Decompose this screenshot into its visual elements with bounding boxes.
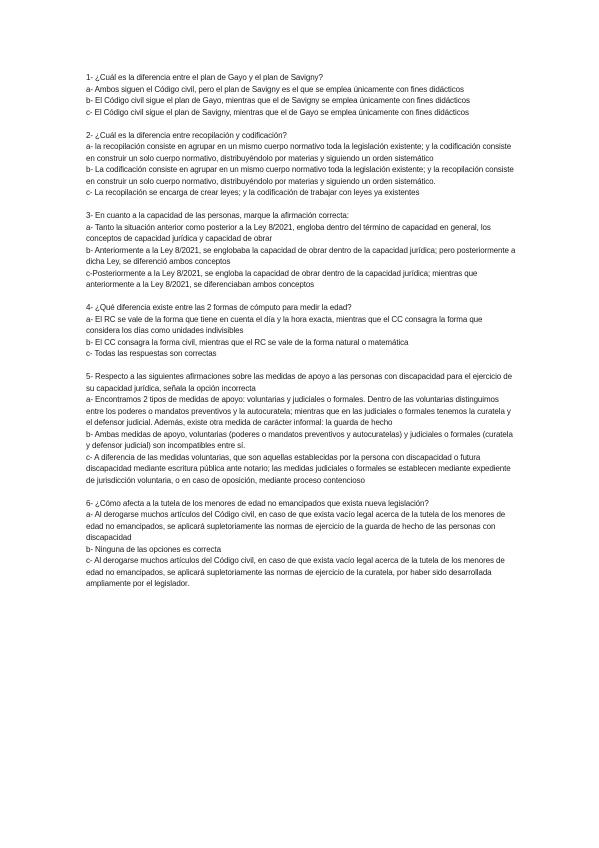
option-a: a- Encontramos 2 tipos de medidas de apoyo: voluntarias y judiciales o formales. Dentro de las voluntarias distinguimos entre los poderes o mandatos preventivos y la autocuratela; mientras que en las judiciales o formales tenemos la curatela y el defensor judicial. Además, existe otra medida de carácter informal: la guarda de hecho [86, 395, 511, 427]
question-text: 6- ¿Cómo afecta a la tutela de los menores de edad no emancipados que exista nueva legislación? [86, 498, 429, 508]
question-block [86, 498, 516, 590]
option-b: b- Ninguna de las opciones es correcta [86, 544, 221, 554]
option-b: b- Anteriormente a la Ley 8/2021, se englobaba la capacidad de obrar dentro de la capacidad jurídica; pero posteriormente a dicha Ley, se diferenció ambos conceptos [86, 245, 516, 266]
questions-list [86, 72, 516, 601]
question-text: 5- Respecto a las siguientes afirmaciones sobre las medidas de apoyo a las personas con discapacidad para el ejercicio de su capacidad jurídica, señala la opción incorrecta [86, 372, 512, 393]
question-block [86, 72, 516, 118]
option-a: a- Al derogarse muchos artículos del Código civil, en caso de que exista vacío legal acerca de la tutela de los menores de edad no emancipados, se aplicará supletoriamente las normas de ejercicio de la guarda de hecho de las personas con discapacidad [86, 510, 506, 542]
option-b: b- La codificación consiste en agrupar en un mismo cuerpo normativo toda la legislación existente; y la recopilación consiste en construir un solo cuerpo normativo, distribuyéndolo por materias y siguiendo un orden sistemático. [86, 165, 514, 186]
option-c: c- Todas las respuestas son correctas [86, 349, 217, 358]
option-a: a- Ambos siguen el Código civil, pero el plan de Savigny es el que se emplea únicamente con fines didácticos [86, 84, 464, 94]
question-text: 1- ¿Cuál es la diferencia entre el plan de Gayo y el plan de Savigny? [86, 73, 323, 82]
option-a: a- El RC se vale de la forma que tiene en cuenta el día y la hora exacta, mientras que el CC consagra la forma que considera los días como unidades indivisibles [86, 314, 483, 335]
question-text: 2- ¿Cuál es la diferencia entre recopilación y codificación? [86, 130, 287, 140]
option-c: c- El Código civil sigue el plan de Savigny, mientras que el de Gayo se emplea únicamente con fines didácticos [86, 107, 469, 117]
option-a: a- Tanto la situación anterior como posterior a la Ley 8/2021, engloba dentro del término de capacidad en general, los conceptos de capacidad jurídica y capacidad de obrar [86, 222, 491, 243]
option-b: b- Ambas medidas de apoyo, voluntarias (poderes o mandatos preventivos y autocuratelas) y judiciales o formales (curatela y defensor judicial) son incompatibles entre sí. [86, 429, 513, 450]
option-b: b- El CC consagra la forma civil, mientras que el RC se vale de la forma natural o matemática [86, 337, 409, 347]
question-text: 3- En cuanto a la capacidad de las personas, marque la afirmación correcta: [86, 211, 349, 220]
option-b: b- El Código civil sigue el plan de Gayo, mientras que el de Savigny se emplea únicamente con fines didácticos [86, 96, 470, 105]
option-c: c- Al derogarse muchos artículos del Código civil, en caso de que exista vacío legal acerca de la tutela de los menores de edad no emancipados, se aplicará supletoriamente las normas de ejercicio de la curatela, por haber sido desarrollada ampliamente por el legislador. [86, 556, 505, 588]
question-text: 4- ¿Qué diferencia existe entre las 2 formas de cómputo para medir la edad? [86, 303, 352, 312]
question-block [86, 302, 516, 360]
question-block [86, 371, 516, 486]
option-a: a- la recopilación consiste en agrupar en un mismo cuerpo normativo toda la legislación existente; y la codificación consiste en construir un solo cuerpo normativo, distribuyéndolo por materias y siguiendo un orden sistemático [86, 142, 512, 163]
question-block [86, 130, 516, 199]
option-c: c-Posteriormente a la Ley 8/2021, se engloba la capacidad de obrar dentro de la capacidad jurídica; mientras que anteriormente a la Ley 8/2021, se diferenciaban ambos conceptos [86, 268, 478, 289]
question-block [86, 210, 516, 291]
option-c: c- La recopilación se encarga de crear leyes; y la codificación de trabajar con leyes ya existentes [86, 188, 420, 197]
option-c: c- A diferencia de las medidas voluntarias, que son aquellas establecidas por la persona con discapacidad o futura discapacidad mediante escritura pública ante notario; las medidas judiciales o formales se establecen mediante expediente de jurisdicción voluntaria, o en caso de oposición, mediante proceso contencioso [86, 452, 511, 485]
